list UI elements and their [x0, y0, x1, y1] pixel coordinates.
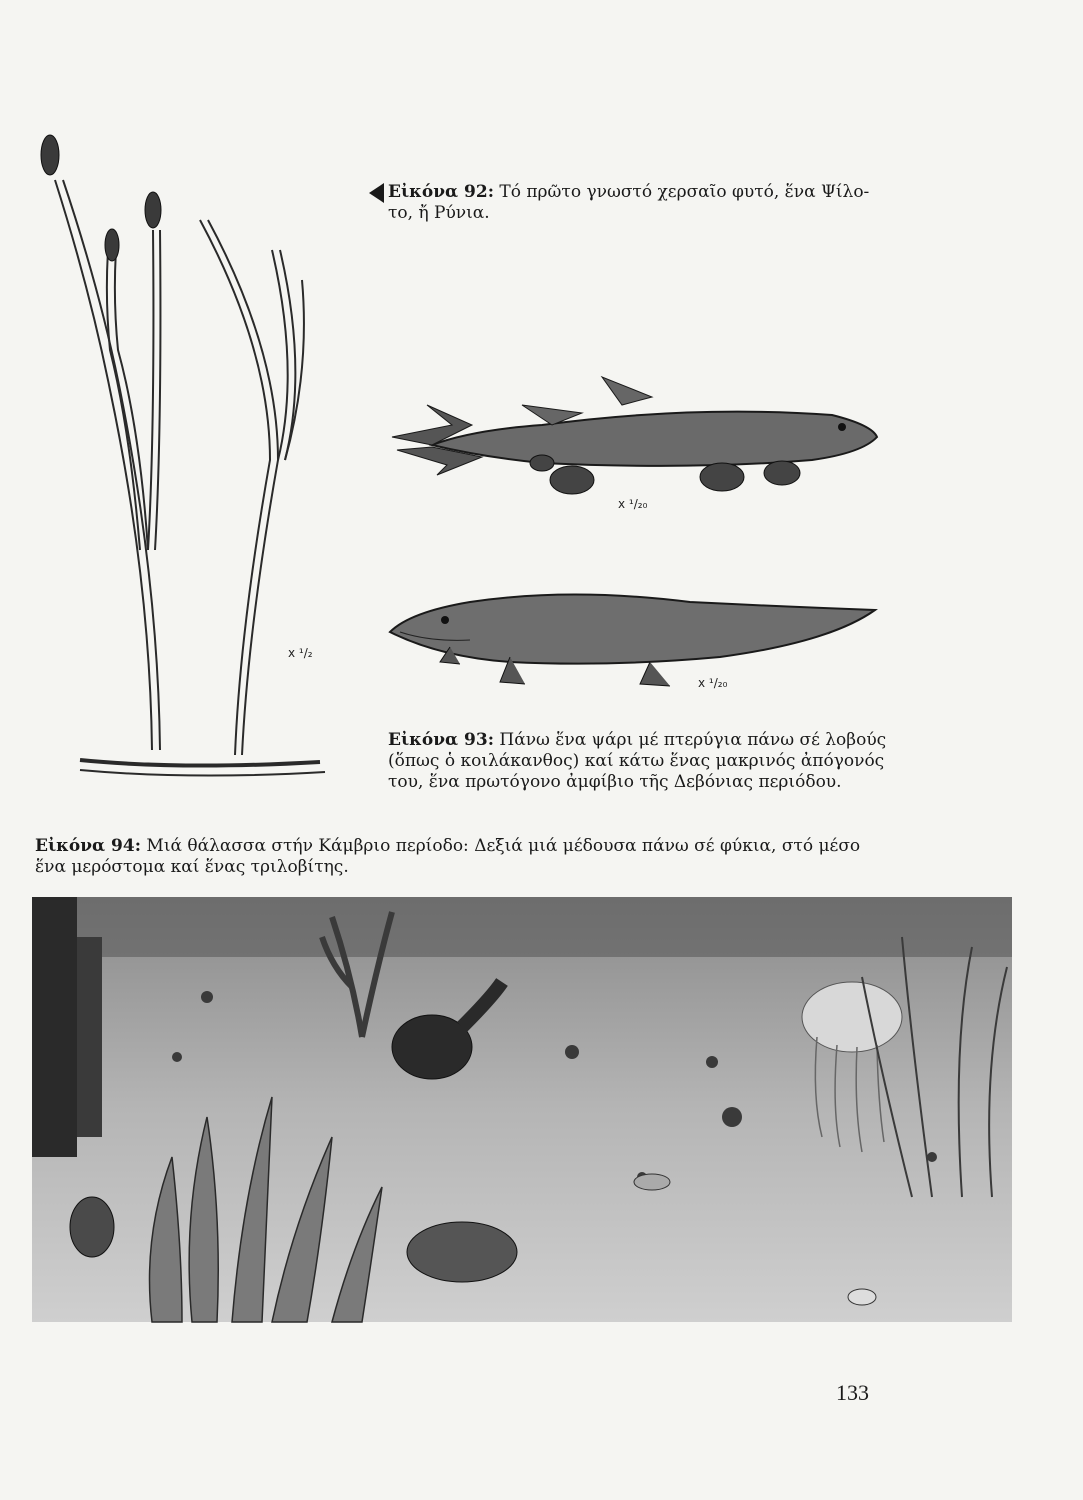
- caption-arrow-icon: [369, 183, 384, 203]
- figure-92-caption: [388, 182, 888, 224]
- amphibian-scale-label: x ¹/₂₀: [698, 676, 728, 690]
- figure-92-text: Τό πρῶτο γνωστό χερσαῖο φυτό, ἕνα Ψίλο- το, ἤ Ρύνια.: [388, 182, 870, 223]
- figure-94-caption: [35, 836, 885, 878]
- figure-93-caption: [388, 730, 888, 793]
- cambrian-sea-illustration: [32, 897, 1012, 1322]
- page-number: 133: [836, 1380, 869, 1405]
- primitive-amphibian-illustration: [390, 582, 880, 692]
- rhynia-plant-illustration: [30, 130, 360, 790]
- lobe-finned-fish-illustration: [392, 375, 882, 505]
- plant-scale-label: x ¹/₂: [288, 646, 313, 660]
- figure-93-text: Πάνω ἕνα ψάρι μέ πτερύγια πάνω σέ λοβούς (ὅπως ὁ κοιλάκανθος) καί κάτω ἕνας μακρινός ἀπόγονός του, ἕνα πρωτόγονο ἀμφίβιο τῆς Δεβόνιας περιόδου.: [388, 730, 887, 792]
- fish-scale-label: x ¹/₂₀: [618, 497, 648, 511]
- figure-94-label: Εἰκόνα 94:: [35, 836, 141, 856]
- figure-92-label: Εἰκόνα 92:: [388, 182, 494, 202]
- figure-93-label: Εἰκόνα 93:: [388, 730, 494, 750]
- figure-94-text: Μιά θάλασσα στήν Κάμβριο περίοδο: Δεξιά μιά μέδουσα πάνω σέ φύκια, στό μέσο ἕνα μερόστομα καί ἕνας τριλοβίτης.: [35, 836, 861, 877]
